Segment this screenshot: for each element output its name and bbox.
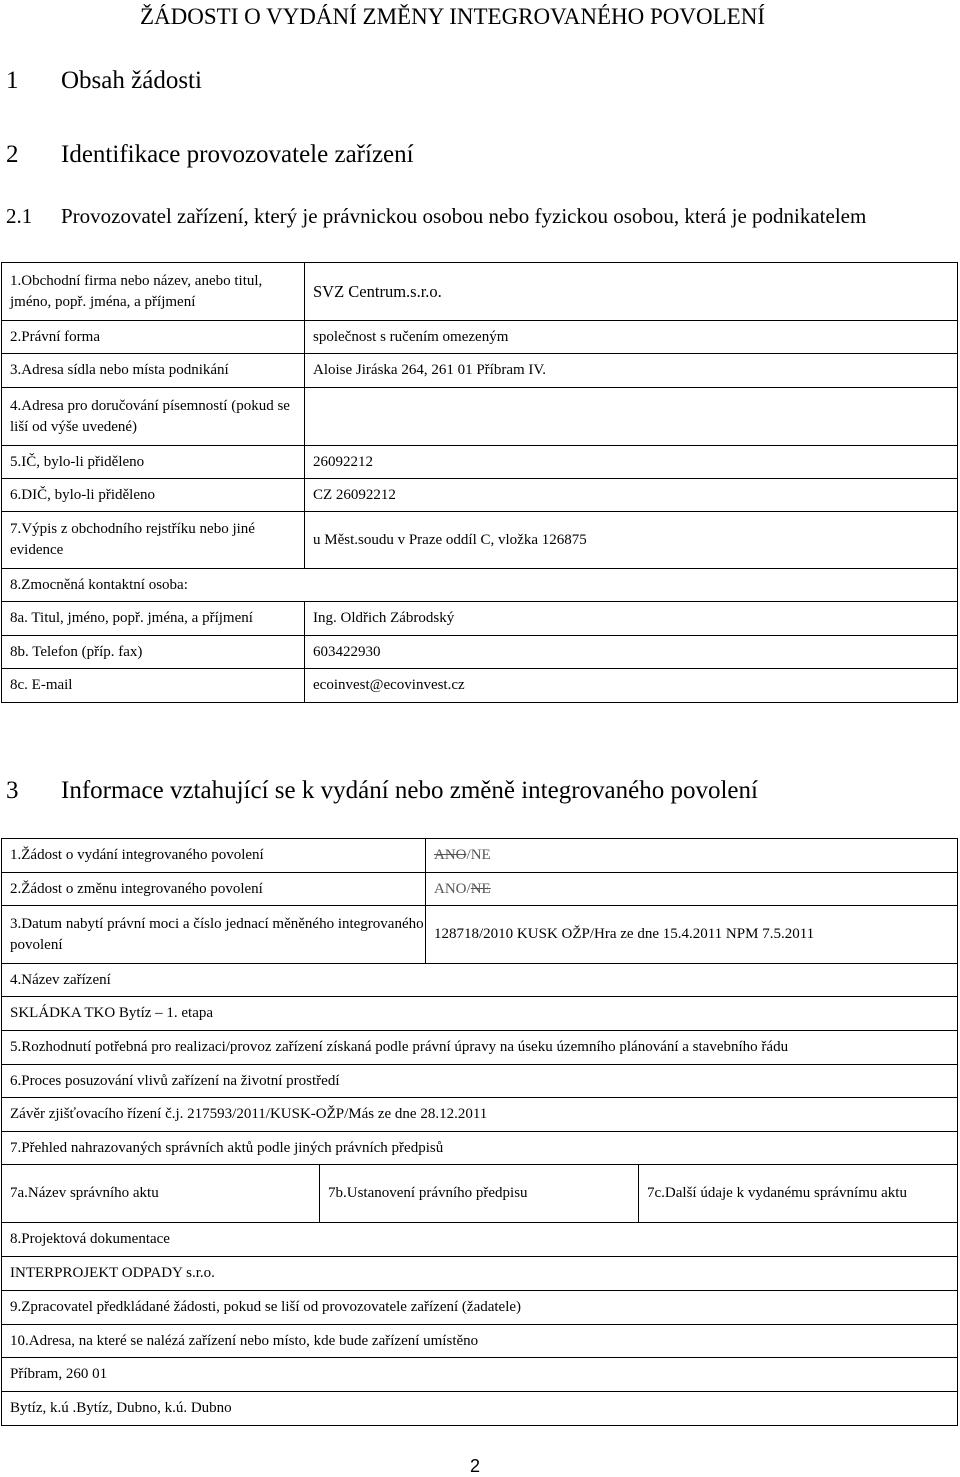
change-request-sep: /: [466, 880, 471, 897]
change-request-ano: ANO: [434, 880, 467, 897]
dic-label: 6.DIČ, bylo-li přiděleno: [2, 479, 305, 512]
contact-person-label: 8.Zmocněná kontaktní osoba:: [2, 569, 958, 602]
contact-email-value: ecoinvest@ecovinvest.cz: [305, 669, 958, 703]
contact-phone-label: 8b. Telefon (příp. fax): [2, 636, 305, 669]
act-other-data-header: 7c.Další údaje k vydanému správnímu aktu: [639, 1165, 958, 1223]
section-1-heading: [6, 67, 202, 95]
ic-label: 5.IČ, bylo-li přiděleno: [2, 446, 305, 479]
facility-name-value: SKLÁDKA TKO Bytíz – 1. etapa: [2, 997, 958, 1031]
page-number: 2: [470, 1456, 481, 1476]
ic-value: 26092212: [305, 446, 958, 479]
issue-request-sep: /: [466, 847, 471, 863]
info-table: [1, 838, 958, 1426]
operator-name-value: SVZ Centrum.s.r.o.: [305, 263, 958, 321]
issue-request-value: [426, 839, 958, 873]
facility-name-label: 4.Název zařízení: [2, 964, 958, 997]
section-3-title: Informace vztahující se k vydání nebo změně integrovaného povolení: [61, 777, 758, 804]
facility-address-line-1: Příbram, 260 01: [2, 1358, 958, 1392]
operator-name-label: 1.Obchodní firma nebo název, anebo titul, jméno, popř. jména, a příjmení: [2, 263, 305, 321]
legal-form-value: společnost s ručením omezeným: [305, 321, 958, 354]
change-request-ne: NE: [470, 880, 491, 897]
replaced-acts-label: 7.Přehled nahrazovaných správních aktů podle jiných právních předpisů: [2, 1132, 958, 1165]
legal-form-label: 2.Právní forma: [2, 321, 305, 354]
section-2-heading: [6, 141, 414, 169]
registered-address-label: 3.Adresa sídla nebo místa podnikání: [2, 354, 305, 388]
contact-email-label: 8c. E-mail: [2, 669, 305, 703]
section-1-number: 1: [6, 67, 19, 94]
change-request-label: 2.Žádost o změnu integrovaného povolení: [2, 873, 426, 906]
permit-date-label: 3.Datum nabytí právní moci a číslo jednací měněného integrovaného povolení: [2, 906, 426, 964]
document-title: ŽÁDOSTI O VYDÁNÍ ZMĚNY INTEGROVANÉHO POVOLENÍ: [140, 4, 765, 29]
act-name-header: 7a.Název správního aktu: [2, 1165, 320, 1223]
issue-request-ne: NE: [470, 847, 491, 863]
delivery-address-label: 4.Adresa pro doručování písemností (pokud se liší od výše uvedené): [2, 388, 305, 446]
registered-address-value: Aloise Jiráska 264, 261 01 Příbram IV.: [305, 354, 958, 388]
contact-phone-value: 603422930: [305, 636, 958, 669]
register-extract-value: u Měst.soudu v Praze oddíl C, vložka 126875: [305, 512, 958, 569]
contact-name-value: Ing. Oldřich Zábrodský: [305, 602, 958, 636]
section-2-title: Identifikace provozovatele zařízení: [61, 141, 414, 168]
section-2-1-title: Provozovatel zařízení, který je právnickou osobou nebo fyzickou osobou, která je podnikatelem: [61, 204, 867, 228]
contact-name-label: 8a. Titul, jméno, popř. jména, a příjmení: [2, 602, 305, 636]
operator-table: [1, 262, 958, 703]
section-2-1-heading: [6, 202, 906, 230]
facility-address-line-2: Bytíz, k.ú .Bytíz, Dubno, k.ú. Dubno: [2, 1392, 958, 1426]
permit-date-value: 128718/2010 KUSK OŽP/Hra ze dne 15.4.2011 NPM 7.5.2011: [426, 906, 958, 964]
section-2-number: 2: [6, 141, 19, 168]
section-1-title: Obsah žádosti: [61, 67, 202, 94]
planning-decisions-label: 5.Rozhodnutí potřebná pro realizaci/provoz zařízení získaná podle právní úpravy na úseku územního plánování a stavebního řádu: [2, 1031, 958, 1065]
issue-request-label: 1.Žádost o vydání integrovaného povolení: [2, 839, 426, 873]
eia-value: Závěr zjišťovacího řízení č.j. 217593/2011/KUSK-OŽP/Más ze dne 28.12.2011: [2, 1098, 958, 1132]
application-processor-label: 9.Zpracovatel předkládané žádosti, pokud se liší od provozovatele zařízení (žadatele): [2, 1291, 958, 1325]
issue-request-ano: ANO: [434, 847, 467, 863]
section-3-heading: [6, 777, 758, 805]
eia-label: 6.Proces posuzování vlivů zařízení na životní prostředí: [2, 1065, 958, 1098]
project-documentation-label: 8.Projektová dokumentace: [2, 1223, 958, 1257]
change-request-value: [426, 873, 958, 906]
act-provision-header: 7b.Ustanovení právního předpisu: [320, 1165, 639, 1223]
register-extract-label: 7.Výpis z obchodního rejstříku nebo jiné evidence: [2, 512, 305, 569]
dic-value: CZ 26092212: [305, 479, 958, 512]
section-2-1-number: 2.1: [6, 204, 33, 228]
section-3-number: 3: [6, 777, 19, 804]
project-documentation-value: INTERPROJEKT ODPADY s.r.o.: [2, 1257, 958, 1291]
delivery-address-value: [305, 388, 958, 446]
facility-address-label: 10.Adresa, na které se nalézá zařízení nebo místo, kde bude zařízení umístěno: [2, 1325, 958, 1358]
